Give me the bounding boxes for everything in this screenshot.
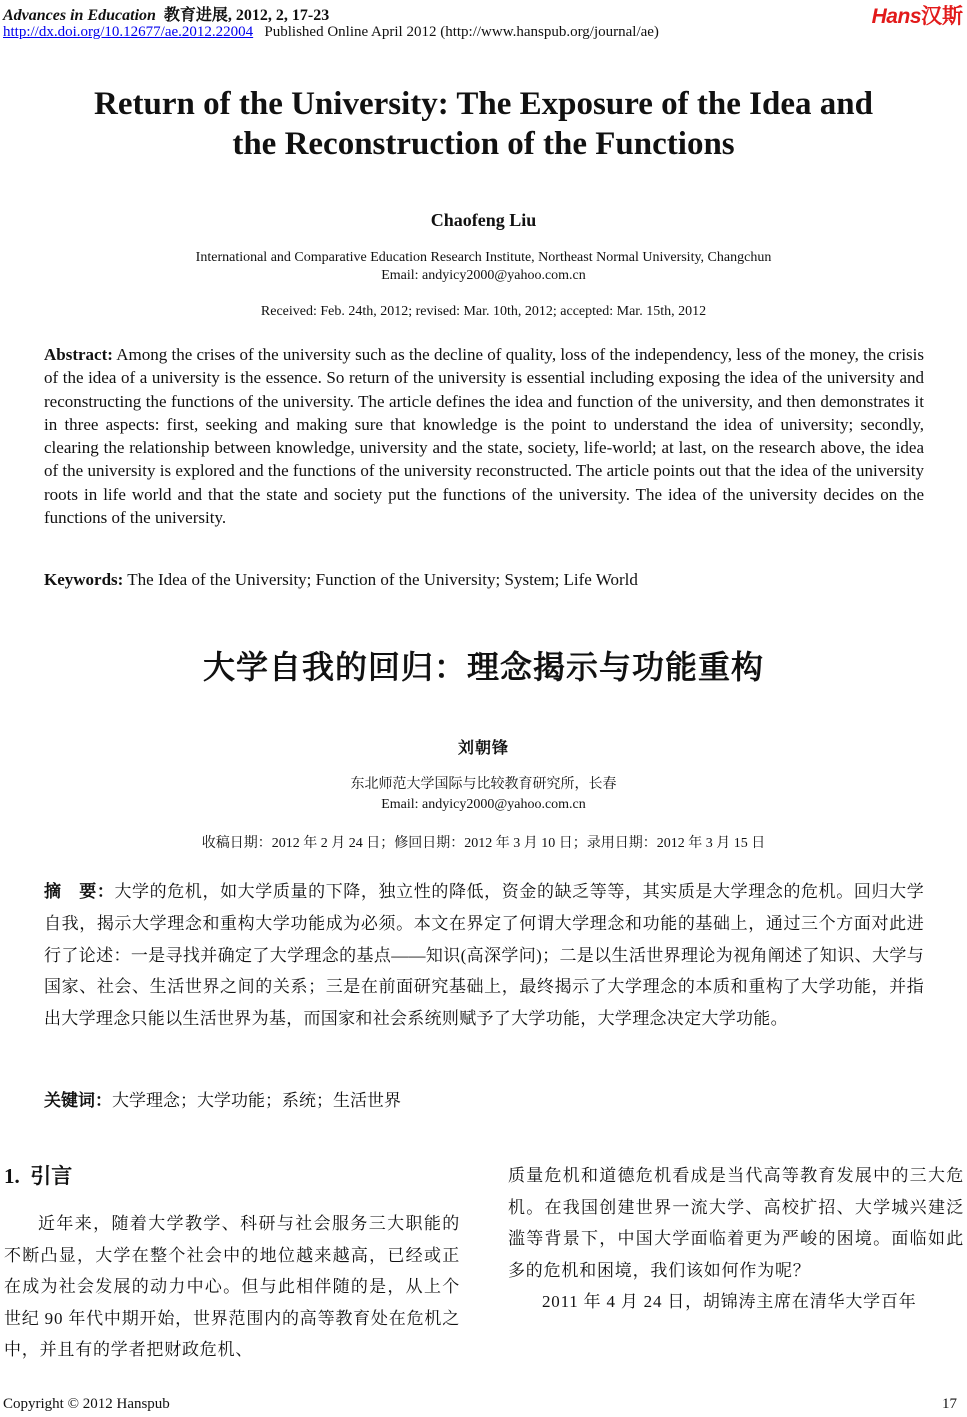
abstract-label-cn: 摘 要：: [44, 882, 115, 902]
journal-issue-info: 教育进展, 2012, 2, 17-23: [163, 7, 330, 24]
email-text: Email: andyicy2000@yahoo.com.cn: [381, 268, 586, 283]
body-paragraph: 2011 年 4 月 24 日，胡锦涛主席在清华大学百年: [542, 1292, 917, 1311]
keywords-label: Keywords:: [44, 570, 124, 589]
published-online-text: Published Online April 2012 (http://www.hanspub.org/journal/ae): [264, 24, 659, 40]
body-column-right: [508, 1160, 964, 1318]
body-paragraph: 近年来，随着大学教学、科研与社会服务三大职能的不断凸显，大学在整个社会中的地位越来越高，已经或正在成为社会发展的动力中心。但与此相伴随的是，从上个世纪 90 年代中期开始，世界范围内的高等教育处在危机之中，并且有的学者把财政危机、: [4, 1214, 460, 1359]
title-line-2: the Reconstruction of the Functions: [232, 126, 735, 162]
abstract-label: Abstract:: [44, 345, 113, 364]
copyright-footer: Copyright © 2012 Hanspub: [3, 1396, 170, 1412]
logo-text-en: Hans: [871, 5, 921, 28]
dates-en: Received: Feb. 24th, 2012; revised: Mar. 10th, 2012; accepted: Mar. 15th, 2012: [260, 304, 707, 319]
abstract-cn: [44, 876, 924, 1034]
publication-info: [3, 24, 659, 41]
hans-logo: [872, 0, 963, 30]
keywords-label-cn: 关键词：: [44, 1091, 112, 1111]
abstract-en: [44, 343, 924, 529]
body-column-left: [4, 1208, 460, 1366]
keywords-text-cn: 大学理念；大学功能；系统；生活世界: [112, 1091, 401, 1110]
paper-title-en: [0, 84, 967, 164]
affiliation-text-cn: 东北师范大学国际与比较教育研究所，长春: [350, 777, 617, 792]
title-line-1: Return of the University: The Exposure of the Idea and: [94, 86, 873, 122]
journal-name: Advances in Education: [3, 7, 156, 24]
author-name-en: Chaofeng Liu: [430, 210, 537, 230]
logo-text-cn: 汉斯: [921, 5, 963, 28]
section-title: 引言: [30, 1164, 73, 1188]
abstract-text-cn: 大学的危机，如大学质量的下降，独立性的降低，资金的缺乏等等，其实质是大学理念的危机。回归大学自我，揭示大学理念和重构大学功能成为必须。本文在界定了何谓大学理念和功能的基础上，通过三个方面对此进行了论述：一是寻找并确定了大学理念的基点——知识(高深学问)；二是以生活世界理论为视角阐述了知识、大学与国家、社会、生活世界之间的关系；三是在前面研究基础上，最终揭示了大学理念的本质和重构了大学功能，并指出大学理念只能以生活世界为基，而国家和社会系统则赋予了大学功能，大学理念决定大学功能。: [44, 882, 924, 1028]
abstract-text: Among the crises of the university such as the decline of quality, loss of the independency, less of the money, the crisis of the idea of a university is the essence. So return of the university is essential including exposing the idea of the university and reconstructing the functions of the university. The article defines the idea and function of the university, and then demonstrates it in three aspects: first, seeking and making sure that knowledge is the point to understand the idea of university; secondly, clearing the relationship between knowledge, university and the state, society, life-world; at last, on the research above, the idea of the university is explored and the functions of the university reconstructed. The article points out that the idea of the university roots in life world and that the state and society put the functions of the university. The idea of the university decides on the functions of the university.: [44, 345, 925, 528]
dates-cn: 收稿日期：2012 年 2 月 24 日；修回日期：2012 年 3 月 10 日；录用日期：2012 年 3 月 15 日: [201, 836, 766, 851]
journal-header: [3, 2, 329, 25]
keywords-cn: [44, 1086, 401, 1111]
keywords-text: The Idea of the University; Function of the University; System; Life World: [127, 570, 638, 589]
keywords-en: [44, 570, 638, 590]
affiliation-text: International and Comparative Education Research Institute, Northeast Normal University, Changchun: [195, 250, 772, 265]
page-number: 17: [942, 1396, 957, 1412]
paper-title-cn: 大学自我的回归：理念揭示与功能重构: [202, 648, 764, 686]
doi-link[interactable]: http://dx.doi.org/10.12677/ae.2012.22004: [3, 24, 254, 40]
body-paragraph: 质量危机和道德危机看成是当代高等教育发展中的三大危机。在我国创建世界一流大学、高校扩招、大学城兴建泛滥等背景下，中国大学面临着更为严峻的困境。面临如此多的危机和困境，我们该如何作为呢？: [508, 1166, 964, 1280]
affiliation-en: [0, 249, 967, 285]
email-text-cn: Email: andyicy2000@yahoo.com.cn: [381, 797, 586, 812]
section-number: 1.: [4, 1164, 20, 1188]
section-heading: [4, 1160, 72, 1190]
affiliation-cn: [0, 775, 967, 815]
author-name-cn: 刘朝锋: [457, 740, 509, 757]
